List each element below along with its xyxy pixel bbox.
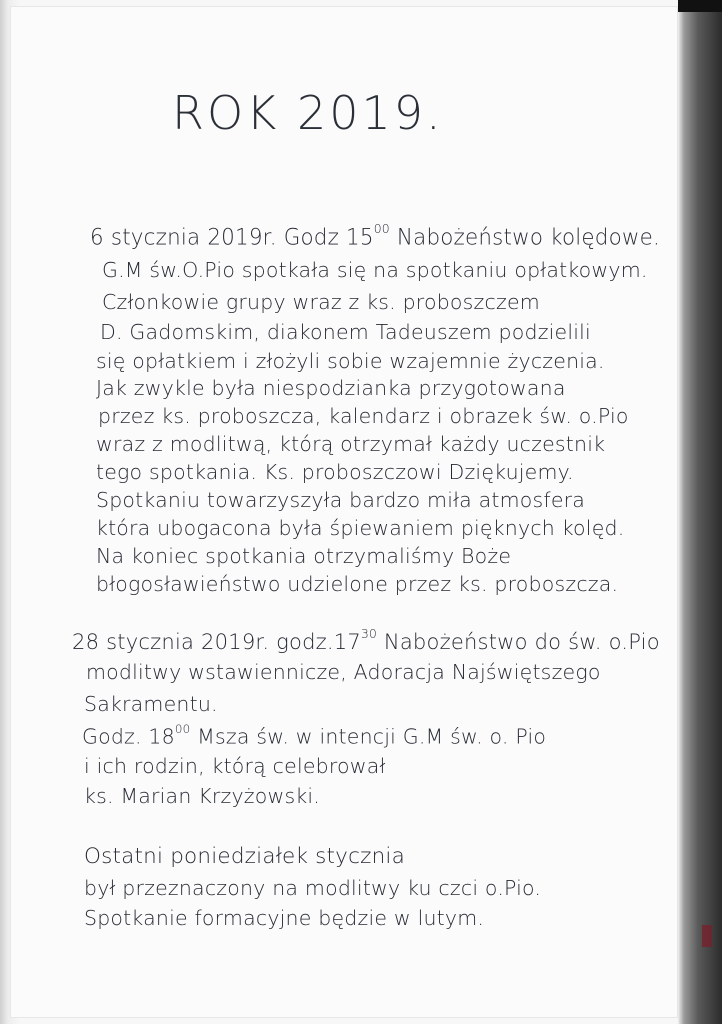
text-line [96, 574, 618, 595]
text-line [84, 786, 320, 807]
page-title: ROK 2019. [172, 86, 444, 140]
text-line [96, 490, 585, 511]
time-minutes: 00 [174, 722, 191, 736]
line-text: D. Gadomskim, diakonem Tadeuszem podzielili [100, 320, 591, 344]
text-line [102, 292, 540, 313]
line-text-continued: Msza św. w intencji G.M św. o. Pio [190, 724, 547, 749]
text-line [86, 662, 601, 683]
text-line [96, 518, 624, 539]
line-text: wraz z modlitwą, którą otrzymał każdy uczestnik [96, 432, 606, 456]
line-text: Na koniec spotkania otrzymaliśmy Boże [96, 544, 512, 568]
text-line [84, 846, 405, 868]
line-text: był przeznaczony na modlitwy ku czci o.Pio. [84, 876, 542, 900]
text-line [96, 434, 605, 455]
text-line [84, 756, 386, 777]
time-minutes: 30 [361, 626, 377, 641]
text-line [96, 546, 511, 567]
text-line [100, 322, 591, 343]
text-line [90, 224, 660, 249]
binding-edge [678, 0, 722, 1024]
text-line [96, 462, 574, 483]
text-line [84, 694, 218, 715]
line-text: 28 stycznia 2019r. godz.17 [72, 630, 362, 656]
line-text: Godz. 18 [82, 724, 175, 749]
line-text: Ostatni poniedziałek stycznia [84, 844, 405, 869]
text-line [84, 878, 541, 899]
line-text: Jak zwykle była niespodzianka przygotowana [96, 376, 566, 400]
text-line [72, 628, 660, 654]
text-line [96, 351, 605, 372]
text-line [102, 260, 648, 281]
line-text: przez ks. proboszcza, kalendarz i obrazek św. o.Pio [98, 404, 629, 428]
line-text: się opłatkiem i złożyli sobie wzajemnie życzenia. [96, 349, 605, 373]
line-text: Sakramentu. [84, 692, 218, 716]
line-text: 6 stycznia 2019r. Godz 15 [90, 225, 374, 251]
page-marker [702, 925, 712, 947]
line-text-continued: Nabożeństwo do św. o.Pio [376, 630, 660, 656]
line-text: błogosławieństwo udzielone przez ks. proboszcza. [96, 572, 619, 596]
text-line [98, 406, 629, 427]
notebook-page [10, 6, 678, 1018]
line-text-continued: Nabożeństwo kolędowe. [389, 225, 661, 251]
line-text: i ich rodzin, którą celebrował [84, 754, 386, 778]
text-line [82, 724, 546, 747]
scanner-top-band [678, 0, 722, 12]
line-text: G.M św.O.Pio spotkała się na spotkaniu opłatkowym. [102, 258, 648, 282]
line-text: która ubogacona była śpiewaniem pięknych kolęd. [96, 516, 625, 540]
text-line [84, 908, 484, 929]
line-text: ks. Marian Krzyżowski. [84, 784, 321, 808]
line-text: modlitwy wstawiennicze, Adoracja Najświętszego [86, 660, 601, 684]
line-text: Spotkaniu towarzyszyła bardzo miła atmosfera [96, 488, 586, 512]
time-minutes: 00 [373, 222, 390, 237]
text-line [96, 378, 566, 399]
line-text: tego spotkania. Ks. proboszczowi Dziękujemy. [96, 460, 574, 484]
line-text: Spotkanie formacyjne będzie w lutym. [84, 906, 485, 930]
line-text: Członkowie grupy wraz z ks. proboszczem [102, 290, 540, 314]
